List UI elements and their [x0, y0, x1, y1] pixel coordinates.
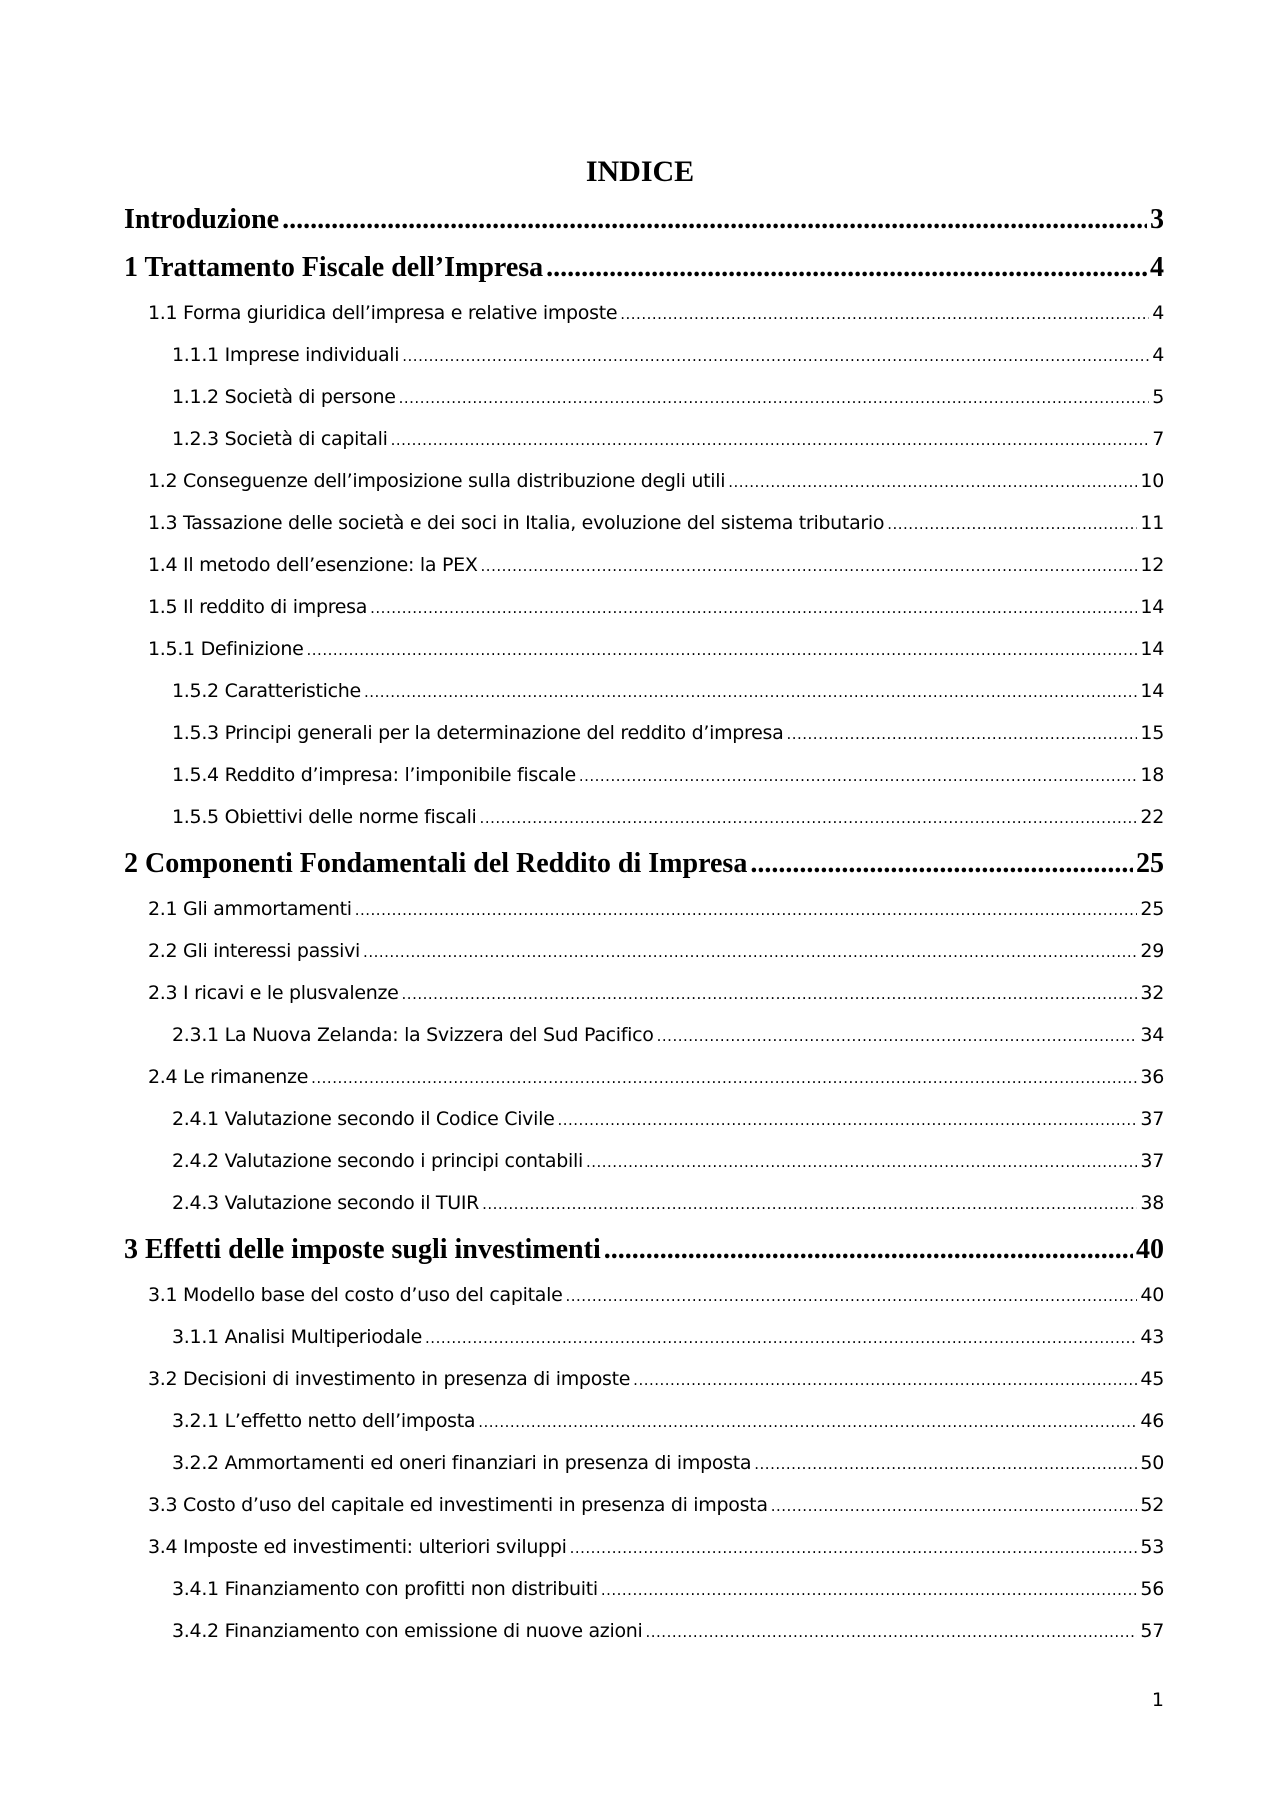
toc-entry-label: 2.2 Gli interessi passivi [148, 940, 361, 962]
toc-entry-page: 34 [1140, 1024, 1164, 1046]
toc-entry-1-2[interactable] [148, 466, 1164, 496]
toc-entry-page: 56 [1140, 1578, 1164, 1600]
toc-entry-label: 1.1.2 Società di persone [172, 386, 396, 408]
page-number: 1 [1151, 1689, 1164, 1711]
toc-entry-3-2[interactable] [148, 1364, 1164, 1394]
toc-entry-page: 3 [1150, 204, 1164, 235]
dot-leader [478, 1407, 1137, 1436]
dot-leader [307, 635, 1138, 664]
toc-entry-2-4-2[interactable] [172, 1146, 1164, 1176]
toc-entry-2-4[interactable] [148, 1062, 1164, 1092]
toc-entry-label: 1.4 Il metodo dell’esenzione: la PEX [148, 554, 478, 576]
dot-leader [633, 1365, 1137, 1394]
toc-entry-page: 25 [1136, 848, 1164, 879]
toc-entry-introduzione[interactable] [124, 202, 1164, 238]
toc-entry-label: 3.1 Modello base del costo d’uso del capitale [148, 1284, 563, 1306]
toc-entry-label: 3.2.1 L’effetto netto dell’imposta [172, 1410, 476, 1432]
toc-entry-page: 14 [1140, 680, 1164, 702]
toc-entry-1-5-1[interactable] [148, 634, 1164, 664]
dot-leader [570, 1533, 1138, 1562]
dot-leader [566, 1281, 1138, 1310]
toc-entry-label: 3.2 Decisioni di investimento in presenza di imposte [148, 1368, 631, 1390]
dot-leader [482, 1189, 1137, 1218]
toc-entry-1-1-1[interactable] [172, 340, 1164, 370]
dot-leader [754, 1449, 1137, 1478]
toc-entry-page: 18 [1140, 764, 1164, 786]
toc-entry-page: 22 [1140, 806, 1164, 828]
toc-entry-label: Introduzione [124, 204, 280, 235]
toc-entry-page: 37 [1140, 1108, 1164, 1130]
dot-leader [402, 341, 1149, 370]
toc-entry-page: 4 [1150, 252, 1164, 283]
toc-entry-page: 46 [1140, 1410, 1164, 1432]
toc-entry-chapter-1[interactable] [124, 250, 1164, 286]
dot-leader [364, 677, 1137, 706]
dot-leader [728, 467, 1137, 496]
toc-entry-page: 4 [1152, 302, 1164, 324]
dot-leader [604, 1232, 1133, 1268]
dot-leader [311, 1063, 1137, 1092]
dot-leader [402, 979, 1138, 1008]
toc-entry-page: 36 [1140, 1066, 1164, 1088]
dot-leader [750, 846, 1133, 882]
toc-entry-1-5-3[interactable] [172, 718, 1164, 748]
toc-entry-page: 43 [1140, 1326, 1164, 1348]
toc-entry-2-2[interactable] [148, 936, 1164, 966]
toc-entry-label: 3 Effetti delle imposte sugli investimenti [124, 1234, 601, 1265]
toc-entry-label: 1 Trattamento Fiscale dell’Impresa [124, 252, 544, 283]
toc-entry-page: 4 [1152, 344, 1164, 366]
toc-entry-2-4-1[interactable] [172, 1104, 1164, 1134]
dot-leader [646, 1617, 1138, 1646]
toc-entry-label: 2.4.1 Valutazione secondo il Codice Civile [172, 1108, 555, 1130]
toc-heading: INDICE [585, 155, 695, 188]
dot-leader [546, 250, 1147, 286]
dot-leader [480, 803, 1138, 832]
dot-leader [579, 761, 1138, 790]
toc-entry-label: 3.4.1 Finanziamento con profitti non distribuiti [172, 1578, 598, 1600]
dot-leader [391, 425, 1150, 454]
toc-entry-page: 12 [1140, 554, 1164, 576]
toc-entry-1-2-3[interactable] [172, 424, 1164, 454]
toc-entry-label: 2.1 Gli ammortamenti [148, 898, 352, 920]
toc-entry-1-5-5[interactable] [172, 802, 1164, 832]
toc-entry-2-3-1[interactable] [172, 1020, 1164, 1050]
dot-leader [786, 719, 1137, 748]
dot-leader [557, 1105, 1137, 1134]
toc-entry-page: 37 [1140, 1150, 1164, 1172]
toc-entry-label: 2.4.2 Valutazione secondo i principi contabili [172, 1150, 583, 1172]
toc-entry-label: 1.2.3 Società di capitali [172, 428, 388, 450]
toc-entry-2-1[interactable] [148, 894, 1164, 924]
toc-entry-chapter-3[interactable] [124, 1232, 1164, 1268]
dot-leader [425, 1323, 1137, 1352]
toc-entry-page: 45 [1140, 1368, 1164, 1390]
toc-entry-page: 29 [1140, 940, 1164, 962]
toc-entry-page: 10 [1140, 470, 1164, 492]
toc-entry-page: 53 [1140, 1536, 1164, 1558]
dot-leader [399, 383, 1150, 412]
toc-entry-1-1-2[interactable] [172, 382, 1164, 412]
toc-entry-page: 14 [1140, 596, 1164, 618]
dot-leader [657, 1021, 1138, 1050]
toc-entry-3-3[interactable] [148, 1490, 1164, 1520]
toc-entry-page: 14 [1140, 638, 1164, 660]
toc-entry-1-5-2[interactable] [172, 676, 1164, 706]
toc-entry-label: 1.5 Il reddito di impresa [148, 596, 368, 618]
toc-entry-1-4[interactable] [148, 550, 1164, 580]
toc-entry-label: 2.4.3 Valutazione secondo il TUIR [172, 1192, 480, 1214]
toc-entry-label: 1.5.4 Reddito d’impresa: l’imponibile fiscale [172, 764, 576, 786]
dot-leader [370, 593, 1137, 622]
toc-entry-page: 40 [1136, 1234, 1164, 1265]
toc-entry-page: 25 [1140, 898, 1164, 920]
toc-entry-page: 5 [1152, 386, 1164, 408]
dot-leader [620, 299, 1149, 328]
dot-leader [355, 895, 1138, 924]
toc-entry-label: 2.4 Le rimanenze [148, 1066, 309, 1088]
toc-entry-label: 1.1 Forma giuridica dell’impresa e relative imposte [148, 302, 618, 324]
toc-entry-label: 2 Componenti Fondamentali del Reddito di Impresa [124, 848, 748, 879]
toc-entry-3-2-2[interactable] [172, 1448, 1164, 1478]
toc-entry-page: 15 [1140, 722, 1164, 744]
toc-entry-label: 3.4 Imposte ed investimenti: ulteriori sviluppi [148, 1536, 567, 1558]
toc-entry-label: 1.1.1 Imprese individuali [172, 344, 400, 366]
toc-entry-label: 1.3 Tassazione delle società e dei soci in Italia, evoluzione del sistema tributario [148, 512, 885, 534]
toc-entry-page: 7 [1152, 428, 1164, 450]
toc-entry-1-5-4[interactable] [172, 760, 1164, 790]
toc-entry-1-5[interactable] [148, 592, 1164, 622]
toc-entry-label: 2.3 I ricavi e le plusvalenze [148, 982, 399, 1004]
toc-entry-1-1[interactable] [148, 298, 1164, 328]
toc-entry-label: 1.5.2 Caratteristiche [172, 680, 361, 702]
toc-entry-2-3[interactable] [148, 978, 1164, 1008]
toc-entry-label: 1.2 Conseguenze dell’imposizione sulla distribuzione degli utili [148, 470, 726, 492]
dot-leader [363, 937, 1137, 966]
toc-entry-3-1[interactable] [148, 1280, 1164, 1310]
toc-entry-label: 1.5.1 Definizione [148, 638, 304, 660]
dot-leader [601, 1575, 1138, 1604]
toc-entry-page: 32 [1140, 982, 1164, 1004]
toc-entry-3-4-2[interactable] [172, 1616, 1164, 1646]
toc-entry-3-1-1[interactable] [172, 1322, 1164, 1352]
toc-entry-label: 3.2.2 Ammortamenti ed oneri finanziari in presenza di imposta [172, 1452, 752, 1474]
dot-leader [887, 509, 1137, 538]
toc-entry-2-4-3[interactable] [172, 1188, 1164, 1218]
toc-entry-label: 1.5.3 Principi generali per la determinazione del reddito d’impresa [172, 722, 784, 744]
dot-leader [481, 551, 1138, 580]
toc-entry-page: 50 [1140, 1452, 1164, 1474]
toc-entry-1-3[interactable] [148, 508, 1164, 538]
toc-entry-page: 40 [1140, 1284, 1164, 1306]
toc-entry-label: 3.3 Costo d’uso del capitale ed investimenti in presenza di imposta [148, 1494, 768, 1516]
dot-leader [586, 1147, 1137, 1176]
toc-entry-3-2-1[interactable] [172, 1406, 1164, 1436]
toc-entry-page: 57 [1140, 1620, 1164, 1642]
toc-entry-page: 38 [1140, 1192, 1164, 1214]
toc-entry-label: 3.4.2 Finanziamento con emissione di nuove azioni [172, 1620, 643, 1642]
dot-leader [282, 202, 1147, 238]
toc-entry-chapter-2[interactable] [124, 846, 1164, 882]
dot-leader [771, 1491, 1138, 1520]
toc-entry-page: 11 [1140, 512, 1164, 534]
toc-entry-label: 2.3.1 La Nuova Zelanda: la Svizzera del Sud Pacifico [172, 1024, 654, 1046]
toc-entry-label: 3.1.1 Analisi Multiperiodale [172, 1326, 423, 1348]
toc-entry-label: 1.5.5 Obiettivi delle norme fiscali [172, 806, 477, 828]
toc-entry-page: 52 [1140, 1494, 1164, 1516]
toc-entry-3-4[interactable] [148, 1532, 1164, 1562]
toc-entry-3-4-1[interactable] [172, 1574, 1164, 1604]
